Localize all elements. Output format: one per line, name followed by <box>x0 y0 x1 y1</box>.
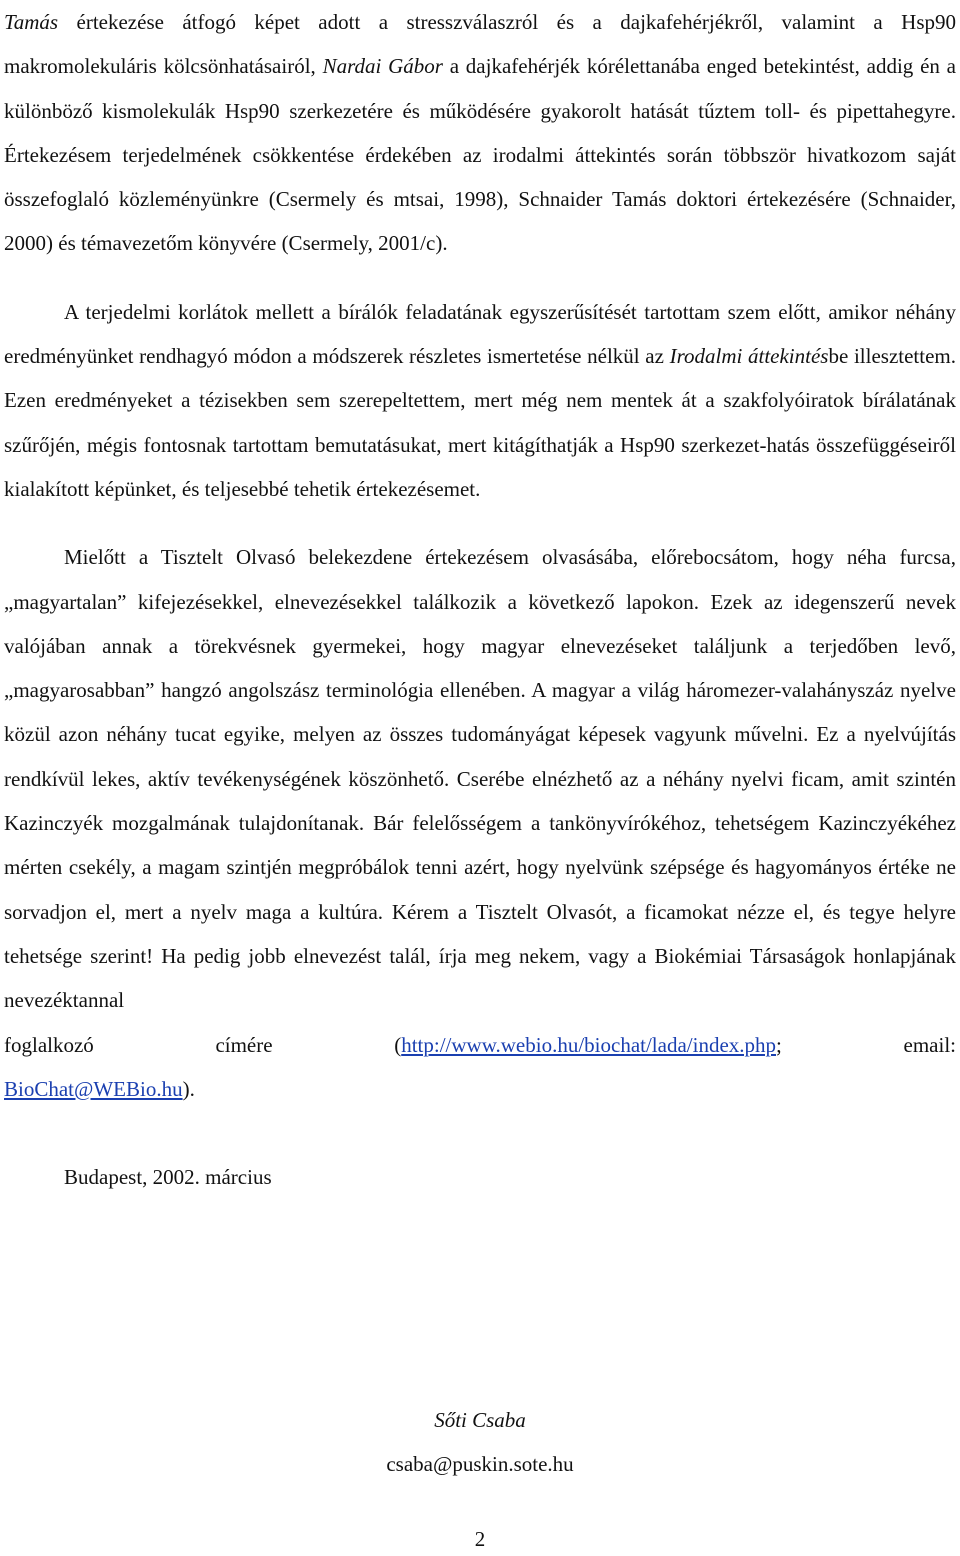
page-number: 2 <box>474 1527 486 1551</box>
paragraph-terminology <box>4 535 956 1111</box>
email-line-suffix: ). <box>182 1076 195 1101</box>
paragraph-intro <box>4 0 956 266</box>
place-date: Budapest, 2002. március <box>64 1165 272 1190</box>
paragraph-scope <box>4 290 956 511</box>
biochat-email-link[interactable]: BioChat@WEBio.hu <box>4 1076 183 1101</box>
email-line <box>4 1067 956 1111</box>
paragraph-scope-text-1: A terjedelmi korlátok mellett a bírálók feladatának egyszerűsítését tartottam szem előtt, amikor néhány eredményünket rendhagyó módon a módszerek részletes ismertetése nélkül az <box>4 299 956 369</box>
paragraph-intro-text-1: értekezése átfogó képet adott a stresszválaszról és a dajkafehérjékről, valamint a Hsp90 makromolekuláris kölcsönhatásairól, <box>4 10 956 79</box>
webio-url-link[interactable]: http://www.webio.hu/biochat/lada/index.php <box>401 1032 777 1057</box>
contact-line-prefix: foglalkozó címére ( <box>4 1032 402 1057</box>
author-name-nardai: Nardai Gábor <box>322 54 443 79</box>
contact-line <box>4 1023 956 1067</box>
contact-line-separator: ; email: <box>776 1032 956 1057</box>
author-name-tamas: Tamás <box>4 10 59 34</box>
paragraph-scope-text-2: be illesztettem. Ezen eredményeket a tézisekben sem szerepeltettem, mert még nem mentek át a szakfolyóiratok bírálatának szűrőjén, mégis fontosnak tartottam bemutatásukat, mert kitágíthatják a Hsp90 szerkezet-hatás összefüggéseiről kialakított képünket, és teljesebbé tehetik értekezésemet. <box>4 344 957 501</box>
section-reference-italic: Irodalmi áttekintés <box>669 344 829 369</box>
paragraph-terminology-body: Mielőtt a Tisztelt Olvasó belekezdene értekezésem olvasásába, előrebocsátom, hogy néha furcsa, „magyartalan” kifejezésekkel, elnevezésekkel találkozik a következő lapokon. Ezek az idegenszerű nevek valójában annak a törekvésnek gyermekei, hogy magyar elnevezéseket találjunk a terjedőben levő, „magyarosabban” hangzó angolszász terminológia ellenében. A magyar a világ háromezer-valahányszáz nyelve közül azon néhány tucat egyike, melyen az összes tudományágat képesek vagyunk művelni. Ez a nyelvújítás rendkívül lekes, aktív tevékenységének köszönhető. Cserébe elnézhető az a néhány nyelvi ficam, amit szintén Kazinczyék mozgalmának tulajdonítanak. Bár felelősségem a tankönyvírókéhoz, tehetségem Kazinczyékéhez mérten csekély, a magam szintjén megpróbálok tenni azért, hogy nyelvünk szépsége és hagyományos értéke ne sorvadjon el, mert a nyelv maga a kultúra. Kérem a Tisztelt Olvasót, a ficamokat nézze el, és tegye helyre tehetsége szerint! Ha pedig jobb elnevezést talál, írja meg nekem, vagy a Biokémiai Társaságok honlapjának nevezéktannal <box>4 545 956 1013</box>
signature-email: csaba@puskin.sote.hu <box>386 1452 574 1476</box>
paragraph-intro-text-2: a dajkafehérjék kórélettanába enged betekintést, addig én a különböző kismolekulák Hsp90 szerkezetére és működésére gyakorolt hatását tűztem toll- és pipettahegyre. Értekezésem terjedelmének csökkentése érdekében az irodalmi áttekintés során többször hivatkozom saját összefoglaló közleményünkre (Csermely és mtsai, 1998), Schnaider Tamás doktori értekezésére (Schnaider, 2000) és témavezetőm könyvére (Csermely, 2001/c). <box>4 54 956 256</box>
signature-name: Sőti Csaba <box>434 1408 526 1432</box>
